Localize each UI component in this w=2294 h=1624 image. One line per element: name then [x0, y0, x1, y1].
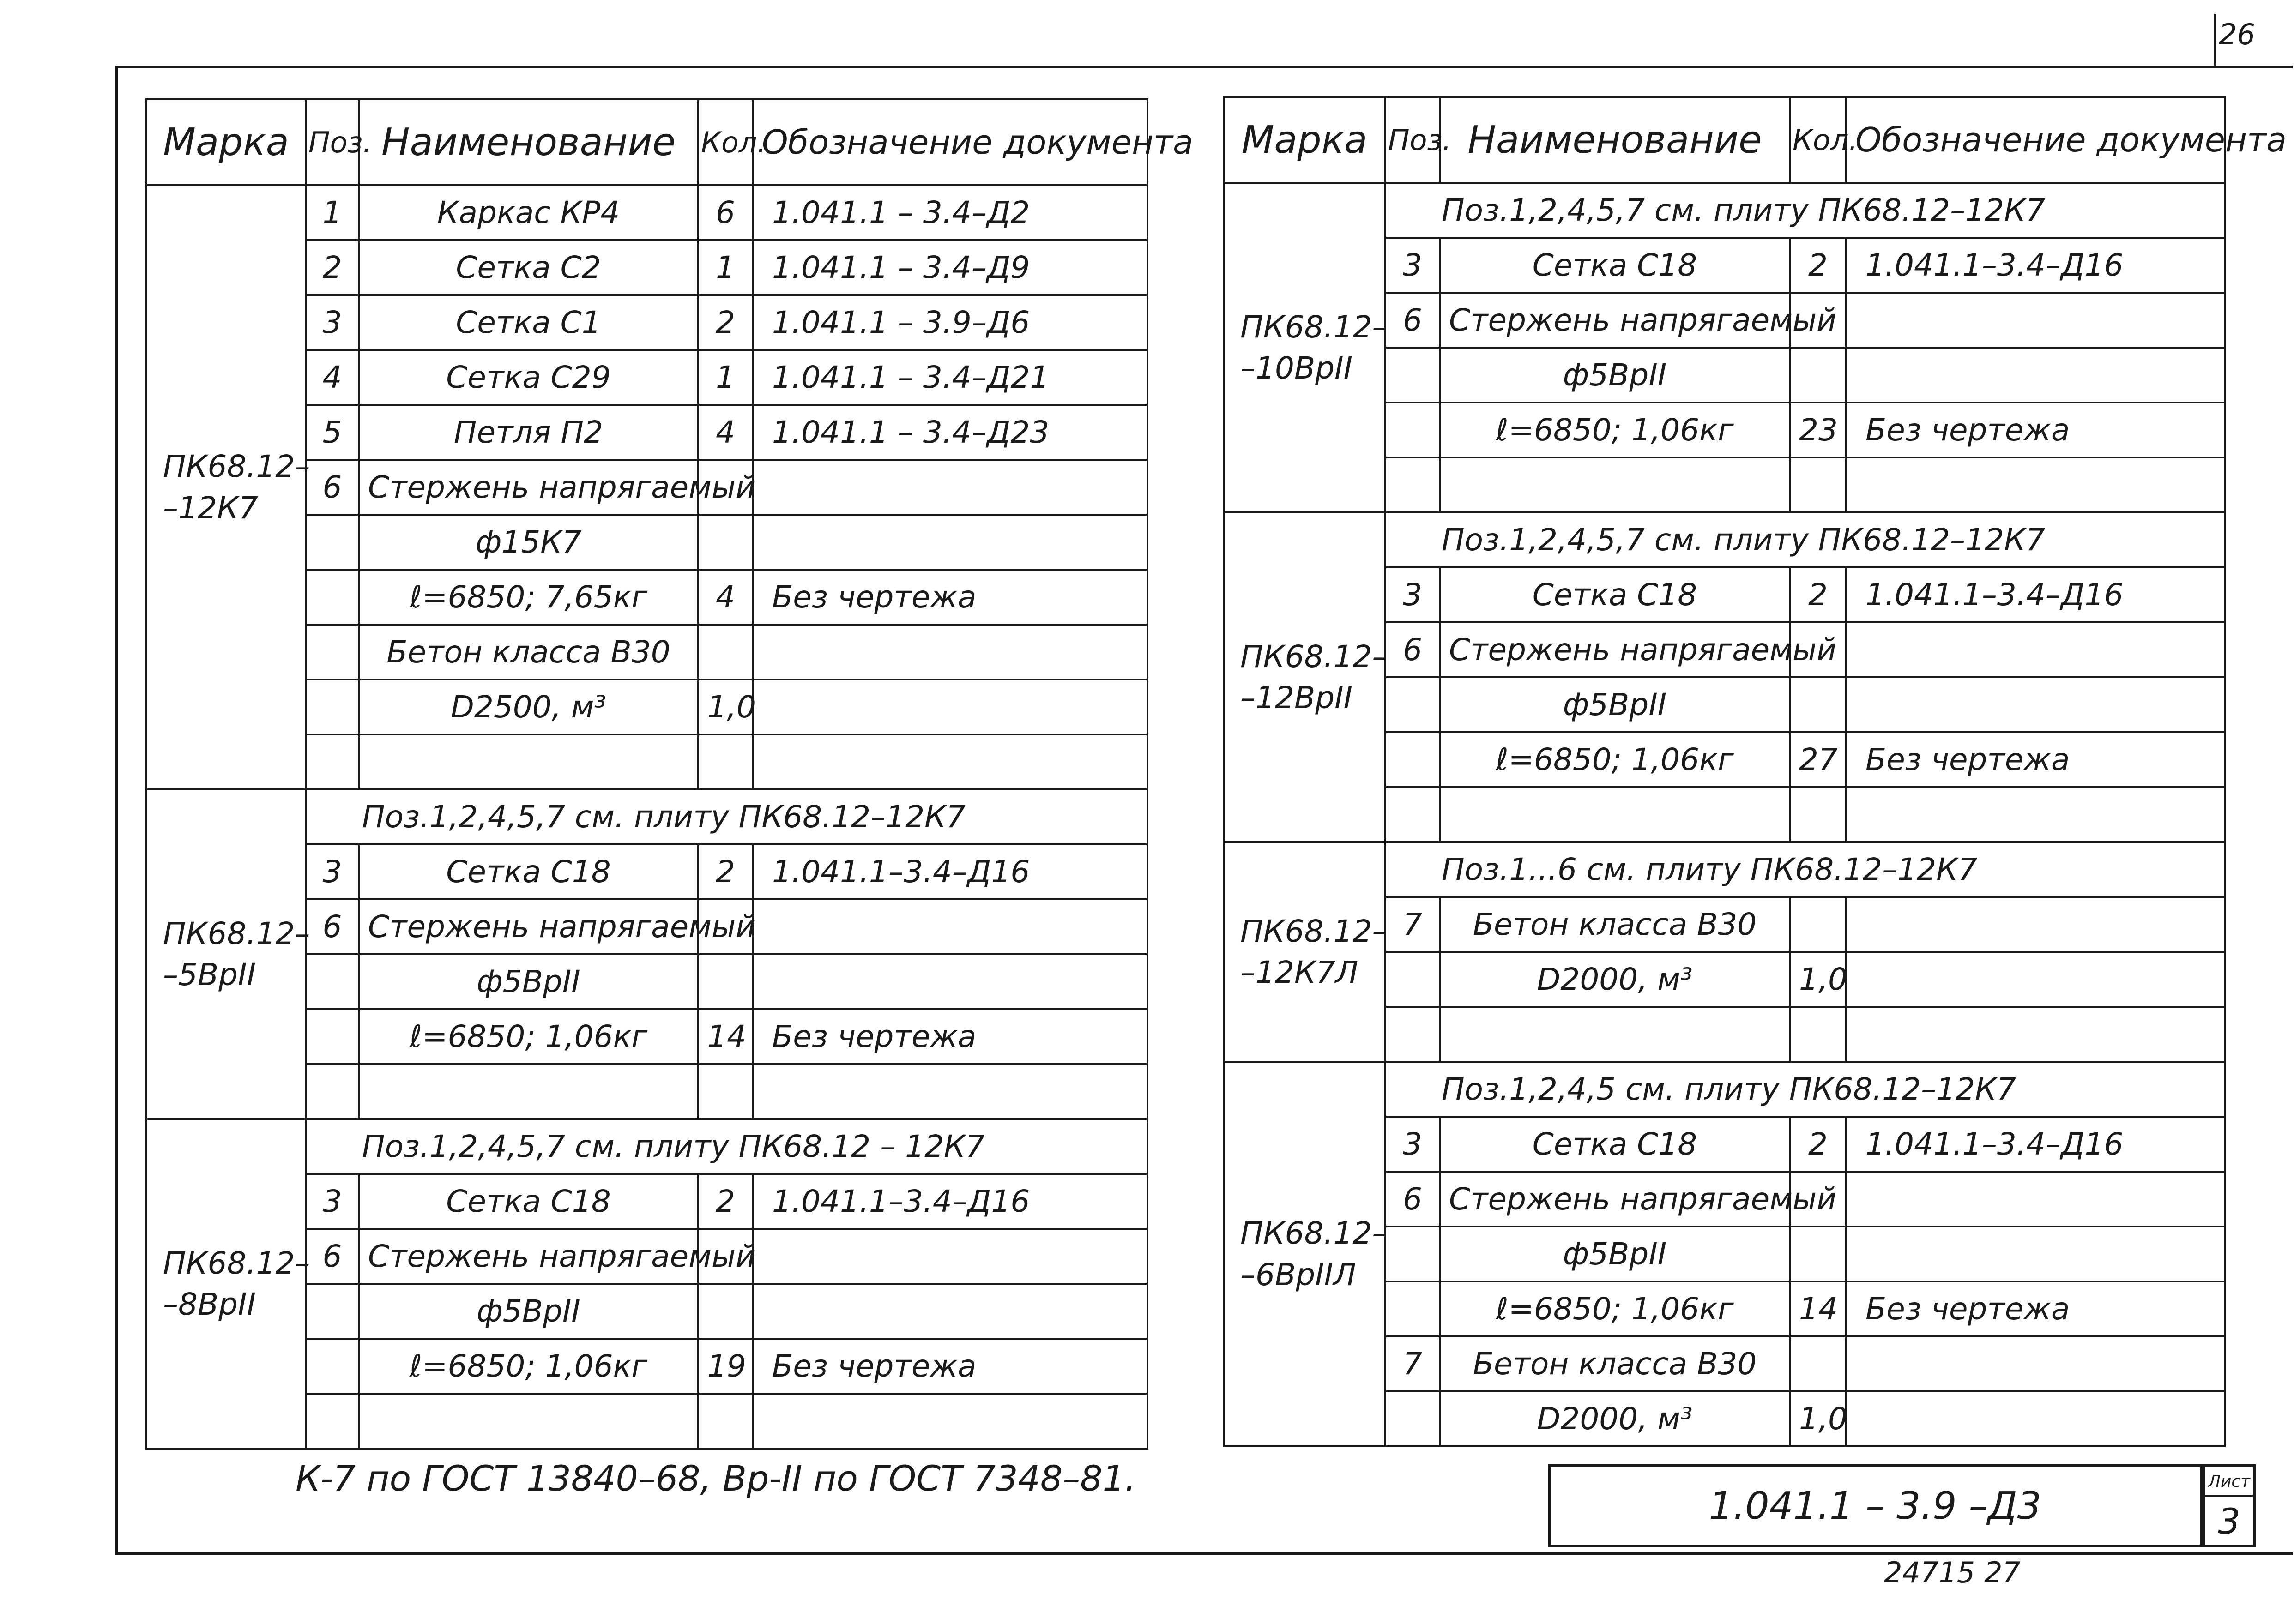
qty-cell: 2 [698, 295, 753, 350]
name-cell: D2000, м³ [1440, 952, 1790, 1007]
header-qty: Кол. [698, 99, 753, 185]
doc-cell [1846, 1336, 2225, 1391]
name-cell: Стержень напрягаемый [1440, 293, 1790, 348]
name-cell: Сетка С18 [359, 1174, 698, 1229]
blank-cell [698, 734, 753, 789]
name-cell: Стержень напрягаемый [359, 460, 698, 515]
name-cell: Бетон класса В30 [1440, 1336, 1790, 1391]
doc-cell [1846, 293, 2225, 348]
name-cell: Сетка С2 [359, 240, 698, 295]
mark-cell: ПК68.12– –12К7Л [1224, 842, 1385, 1062]
mark-cell: ПК68.12– –12ВрII [1224, 512, 1385, 842]
blank-cell [1846, 787, 2225, 842]
blank-cell [359, 1064, 698, 1119]
header-mark: Марка [1224, 97, 1385, 183]
document-code: 1.041.1 – 3.9 –Д3 [1709, 1484, 2041, 1528]
qty-cell [1790, 677, 1846, 732]
doc-cell: 1.041.1–3.4–Д16 [1846, 238, 2225, 293]
blank-cell [1790, 787, 1846, 842]
doc-cell [1846, 1172, 2225, 1227]
pos-cell: 1 [306, 185, 359, 240]
name-cell: ф5ВрII [359, 954, 698, 1009]
qty-cell: 2 [1790, 1117, 1846, 1172]
name-cell: Бетон класса В30 [359, 625, 698, 680]
blank-cell [1440, 787, 1790, 842]
document-code-box [1548, 1464, 2203, 1547]
header-pos: Поз. [1385, 97, 1440, 183]
name-cell: Стержень напрягаемый [1440, 622, 1790, 677]
qty-cell: 4 [698, 570, 753, 625]
pos-cell: 3 [306, 295, 359, 350]
pos-cell [306, 680, 359, 734]
pos-cell: 6 [1385, 622, 1440, 677]
name-cell: Стержень напрягаемый [1440, 1172, 1790, 1227]
qty-cell: 2 [698, 1174, 753, 1229]
pos-cell [306, 954, 359, 1009]
pos-cell: 4 [306, 350, 359, 405]
doc-cell: 1.041.1 – 3.4–Д9 [753, 240, 1147, 295]
doc-cell: 1.041.1 – 3.4–Д2 [753, 185, 1147, 240]
qty-cell: 19 [698, 1339, 753, 1394]
doc-cell [1846, 348, 2225, 403]
name-cell: ℓ=6850; 1,06кг [1440, 1281, 1790, 1336]
pos-cell [1385, 1391, 1440, 1446]
blank-cell [1385, 787, 1440, 842]
qty-cell: 23 [1790, 403, 1846, 457]
qty-cell: 14 [1790, 1281, 1846, 1336]
header-name: Наименование [1440, 97, 1790, 183]
name-cell: D2000, м³ [1440, 1391, 1790, 1446]
pos-cell: 6 [1385, 1172, 1440, 1227]
doc-cell [753, 899, 1147, 954]
blank-cell [698, 1394, 753, 1449]
qty-cell [1790, 1336, 1846, 1391]
sheet-label: Лист [2205, 1469, 2253, 1497]
right-spec-table [1223, 96, 2287, 1447]
name-cell: ℓ=6850; 1,06кг [359, 1339, 698, 1394]
name-cell: ℓ=6850; 1,06кг [1440, 403, 1790, 457]
qty-cell: 2 [1790, 238, 1846, 293]
doc-cell: Без чертежа [1846, 403, 2225, 457]
pos-cell: 6 [306, 899, 359, 954]
pos-cell [1385, 403, 1440, 457]
footer-note: К-7 по ГОСТ 13840–68, Вр-II по ГОСТ 7348–81. [296, 1458, 1136, 1499]
pos-cell [306, 625, 359, 680]
name-cell: Сетка С18 [1440, 238, 1790, 293]
name-cell: Бетон класса В30 [1440, 897, 1790, 952]
doc-cell [1846, 1227, 2225, 1281]
name-cell: Стержень напрягаемый [359, 1229, 698, 1284]
sheet-number-box [2203, 1464, 2256, 1547]
name-cell: ф5ВрII [359, 1284, 698, 1339]
pos-cell [1385, 1227, 1440, 1281]
blank-cell [753, 1394, 1147, 1449]
doc-cell: 1.041.1–3.4–Д16 [1846, 567, 2225, 622]
name-cell: ф5ВрII [1440, 1227, 1790, 1281]
page-number: 26 [2219, 18, 2255, 51]
name-cell: Стержень напрягаемый [359, 899, 698, 954]
name-cell: Сетка С29 [359, 350, 698, 405]
name-cell: Сетка С1 [359, 295, 698, 350]
pos-cell [306, 570, 359, 625]
name-cell: Каркас КР4 [359, 185, 698, 240]
pos-cell: 6 [306, 1229, 359, 1284]
pos-cell [1385, 952, 1440, 1007]
group-note: Поз.1,2,4,5,7 см. плиту ПК68.12 – 12К7 [306, 1119, 1147, 1174]
blank-cell [1846, 1007, 2225, 1062]
pos-cell: 7 [1385, 897, 1440, 952]
doc-cell: Без чертежа [1846, 732, 2225, 787]
blank-cell [1385, 457, 1440, 512]
group-note: Поз.1,2,4,5,7 см. плиту ПК68.12–12К7 [306, 789, 1147, 844]
doc-cell [753, 625, 1147, 680]
pos-cell: 3 [306, 1174, 359, 1229]
pos-cell: 5 [306, 405, 359, 460]
qty-cell [1790, 897, 1846, 952]
header-row [146, 99, 1147, 185]
group-note-row [1224, 842, 2225, 897]
name-cell: Сетка С18 [1440, 567, 1790, 622]
pos-cell [306, 1009, 359, 1064]
qty-cell: 1,0 [698, 680, 753, 734]
pos-cell [306, 1284, 359, 1339]
qty-cell [1790, 348, 1846, 403]
name-cell: ℓ=6850; 1,06кг [1440, 732, 1790, 787]
doc-cell [753, 1229, 1147, 1284]
doc-cell: 1.041.1–3.4–Д16 [753, 1174, 1147, 1229]
blank-cell [306, 1064, 359, 1119]
qty-cell: 6 [698, 185, 753, 240]
doc-cell: 1.041.1 – 3.4–Д23 [753, 405, 1147, 460]
group-note: Поз.1,2,4,5 см. плиту ПК68.12–12К7 [1385, 1062, 2225, 1117]
qty-cell [698, 954, 753, 1009]
doc-cell [1846, 622, 2225, 677]
qty-cell: 1,0 [1790, 1391, 1846, 1446]
name-cell: Сетка С18 [359, 844, 698, 899]
blank-cell [1790, 457, 1846, 512]
doc-cell [753, 680, 1147, 734]
name-cell: ф5ВрII [1440, 677, 1790, 732]
group-note: Поз.1...6 см. плиту ПК68.12–12К7 [1385, 842, 2225, 897]
name-cell: D2500, м³ [359, 680, 698, 734]
pos-cell [1385, 348, 1440, 403]
qty-cell: 1,0 [1790, 952, 1846, 1007]
name-cell: ℓ=6850; 7,65кг [359, 570, 698, 625]
header-doc: Обозначение документа [753, 99, 1147, 185]
inventory-stamp: 24715 27 [1884, 1556, 2021, 1589]
doc-cell: 1.041.1 – 3.4–Д21 [753, 350, 1147, 405]
blank-cell [306, 1394, 359, 1449]
blank-cell [359, 734, 698, 789]
group-note: Поз.1,2,4,5,7 см. плиту ПК68.12–12К7 [1385, 512, 2225, 567]
group-note: Поз.1,2,4,5,7 см. плиту ПК68.12–12К7 [1385, 183, 2225, 238]
pos-cell [1385, 732, 1440, 787]
qty-cell [1790, 1227, 1846, 1281]
name-cell: Петля П2 [359, 405, 698, 460]
doc-cell [753, 954, 1147, 1009]
doc-cell: 1.041.1–3.4–Д16 [1846, 1117, 2225, 1172]
header-mark: Марка [146, 99, 306, 185]
doc-cell: Без чертежа [753, 570, 1147, 625]
blank-cell [1440, 457, 1790, 512]
name-cell: Сетка С18 [1440, 1117, 1790, 1172]
doc-cell: Без чертежа [1846, 1281, 2225, 1336]
doc-cell [1846, 952, 2225, 1007]
blank-cell [698, 1064, 753, 1119]
pos-cell [306, 515, 359, 570]
doc-cell [753, 515, 1147, 570]
blank-cell [359, 1394, 698, 1449]
blank-cell [1790, 1007, 1846, 1062]
blank-cell [1846, 457, 2225, 512]
doc-cell: Без чертежа [753, 1339, 1147, 1394]
group-note-row [1224, 1062, 2225, 1117]
blank-cell [753, 734, 1147, 789]
table-row [146, 185, 1147, 240]
mark-cell: ПК68.12– –6ВрIIЛ [1224, 1062, 1385, 1446]
doc-cell [753, 1284, 1147, 1339]
qty-cell [698, 1284, 753, 1339]
doc-cell [753, 460, 1147, 515]
pos-cell [1385, 1281, 1440, 1336]
blank-cell [753, 1064, 1147, 1119]
qty-cell: 2 [1790, 567, 1846, 622]
pos-cell: 2 [306, 240, 359, 295]
sheet-number: 3 [2218, 1501, 2240, 1542]
qty-cell [698, 515, 753, 570]
pos-cell: 3 [306, 844, 359, 899]
mark-cell: ПК68.12– –12К7 [146, 185, 306, 789]
blank-cell [1440, 1007, 1790, 1062]
pos-cell [1385, 677, 1440, 732]
mark-cell: ПК68.12– –10ВрII [1224, 183, 1385, 512]
header-name: Наименование [359, 99, 698, 185]
blank-cell [306, 734, 359, 789]
name-cell: ф15К7 [359, 515, 698, 570]
header-qty: Кол. [1790, 97, 1846, 183]
name-cell: ф5ВрII [1440, 348, 1790, 403]
left-spec-table [145, 98, 1194, 1450]
header-doc: Обозначение документа [1846, 97, 2225, 183]
doc-cell: 1.041.1–3.4–Д16 [753, 844, 1147, 899]
header-row [1224, 97, 2225, 183]
left-table-body [146, 185, 1147, 1449]
name-cell: ℓ=6850; 1,06кг [359, 1009, 698, 1064]
mark-cell: ПК68.12– –8ВрII [146, 1119, 306, 1449]
qty-cell: 27 [1790, 732, 1846, 787]
qty-cell: 1 [698, 350, 753, 405]
right-table-body [1224, 183, 2225, 1446]
qty-cell: 2 [698, 844, 753, 899]
group-note-row [1224, 183, 2225, 238]
doc-cell [1846, 897, 2225, 952]
qty-cell: 1 [698, 240, 753, 295]
group-note-row [1224, 512, 2225, 567]
doc-cell [1846, 1391, 2225, 1446]
doc-cell [1846, 677, 2225, 732]
pos-cell: 7 [1385, 1336, 1440, 1391]
doc-cell: 1.041.1 – 3.9–Д6 [753, 295, 1147, 350]
group-note-row [146, 1119, 1147, 1174]
group-note-row [146, 789, 1147, 844]
doc-cell: Без чертежа [753, 1009, 1147, 1064]
header-pos: Поз. [306, 99, 359, 185]
qty-cell [698, 625, 753, 680]
pos-cell [306, 1339, 359, 1394]
pos-cell: 3 [1385, 1117, 1440, 1172]
pos-cell: 3 [1385, 238, 1440, 293]
blank-cell [1385, 1007, 1440, 1062]
page-corner-tick [2214, 14, 2216, 66]
mark-cell: ПК68.12– –5ВрII [146, 789, 306, 1119]
qty-cell: 4 [698, 405, 753, 460]
qty-cell: 14 [698, 1009, 753, 1064]
pos-cell: 6 [1385, 293, 1440, 348]
pos-cell: 6 [306, 460, 359, 515]
pos-cell: 3 [1385, 567, 1440, 622]
